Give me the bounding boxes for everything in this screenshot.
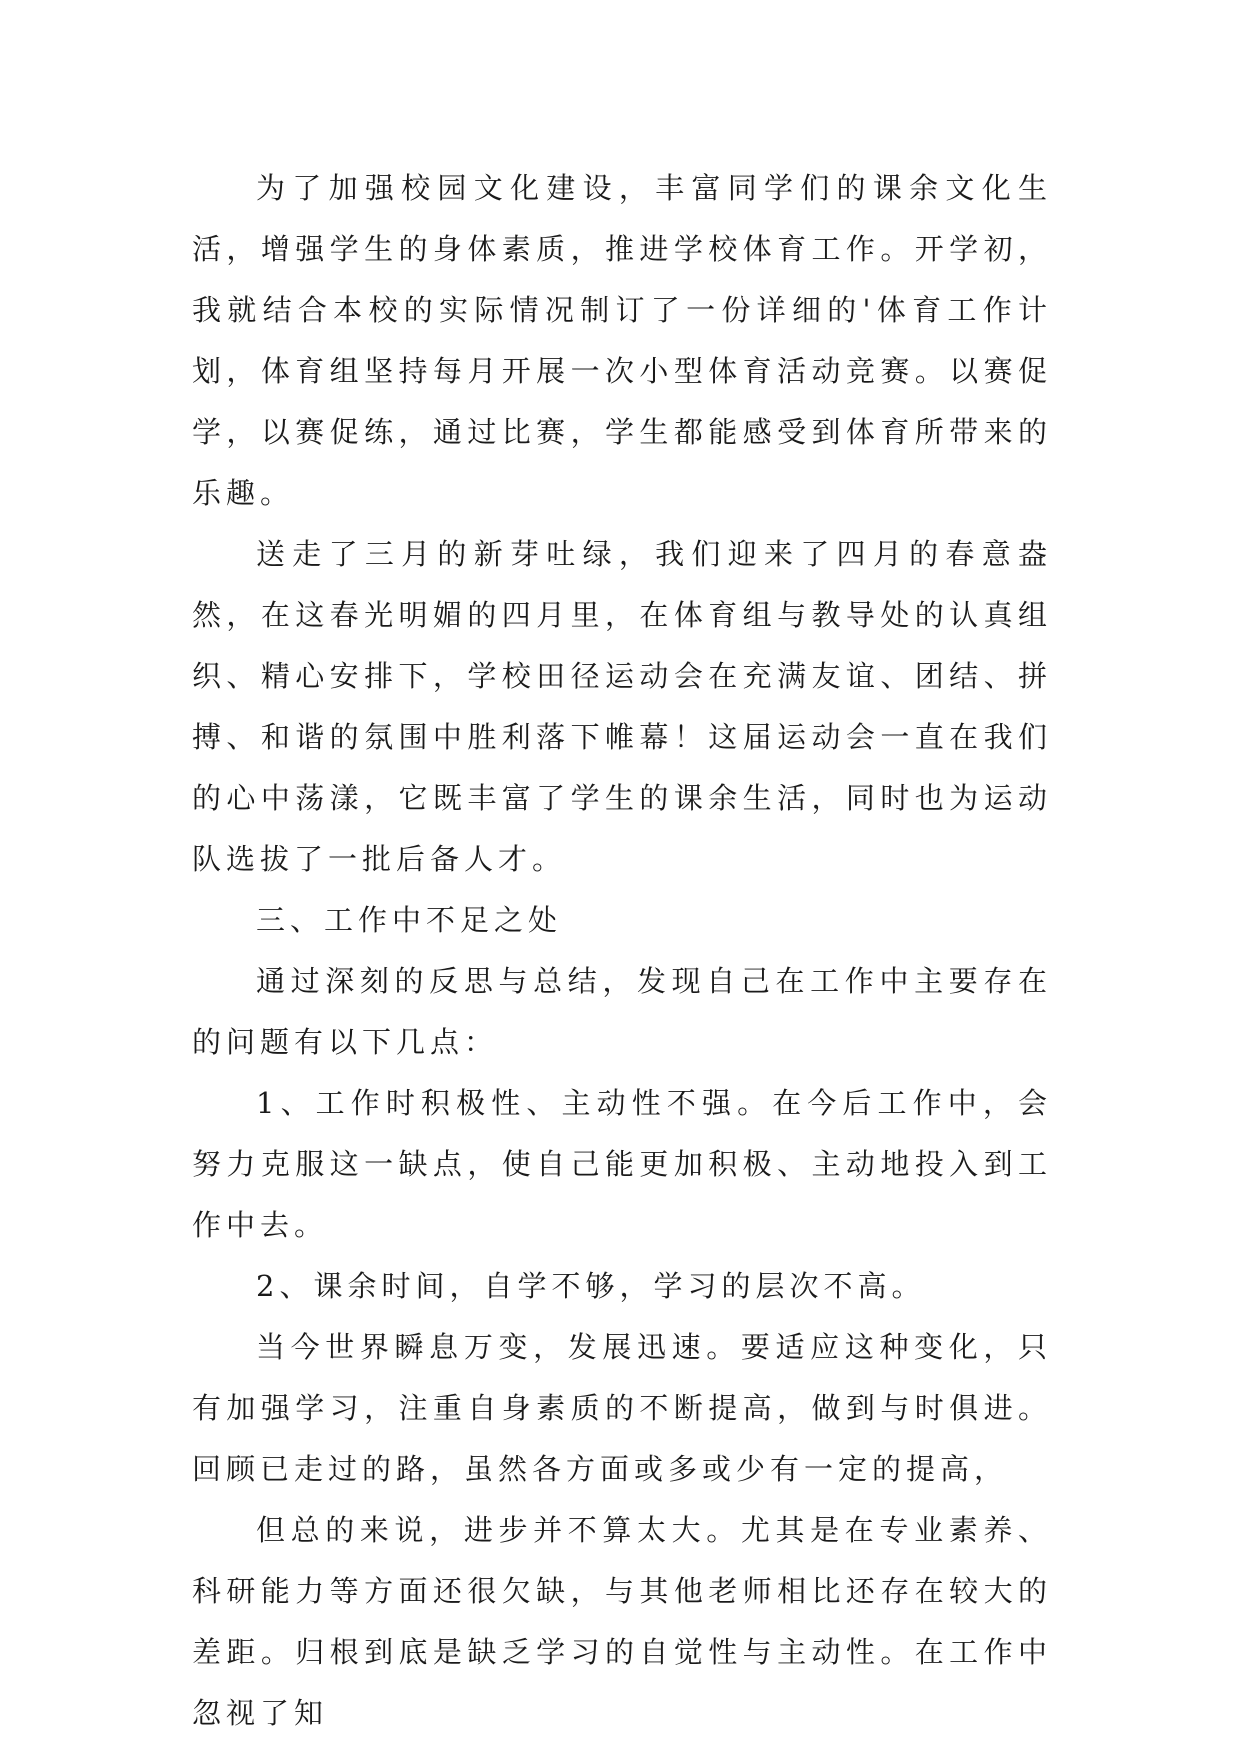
list-item-2: 2、课余时间，自学不够，学习的层次不高。 [256, 1269, 926, 1303]
section-heading-shortcomings: 三、工作中不足之处 [256, 903, 563, 937]
paragraph-intro: 为了加强校园文化建设，丰富同学们的课余文化生活，增强学生的身体素质，推进学校体育工作。开学初，我就结合本校的实际情况制订了一份详细的'体育工作计划，体育组坚持每月开展一次小型体育活动竞赛。以赛促学，以赛促练，通过比赛，学生都能感受到体育所带来的乐趣。 [192, 171, 1052, 510]
paragraph-sports-meet: 送走了三月的新芽吐绿，我们迎来了四月的春意盎然，在这春光明媚的四月里，在体育组与教导处的认真组织、精心安排下，学校田径运动会在充满友谊、团结、拼搏、和谐的氛围中胜利落下帷幕！这届运动会一直在我们的心中荡漾，它既丰富了学生的课余生活，同时也为运动队选拔了一批后备人才。 [192, 537, 1052, 876]
paragraph-progress: 但总的来说，进步并不算太大。尤其是在专业素养、科研能力等方面还很欠缺，与其他老师相比还存在较大的差距。归根到底是缺乏学习的自觉性与主动性。在工作中忽视了知 [192, 1513, 1052, 1730]
document-page [192, 158, 1052, 1744]
paragraph-reflection: 通过深刻的反思与总结，发现自己在工作中主要存在的问题有以下几点： [192, 964, 1052, 1059]
list-item-1: 1、工作时积极性、主动性不强。在今后工作中，会努力克服这一缺点，使自己能更加积极、主动地投入到工作中去。 [192, 1086, 1052, 1242]
paragraph-world-change: 当今世界瞬息万变，发展迅速。要适应这种变化，只有加强学习，注重自身素质的不断提高，做到与时俱进。回顾已走过的路，虽然各方面或多或少有一定的提高， [192, 1330, 1052, 1486]
